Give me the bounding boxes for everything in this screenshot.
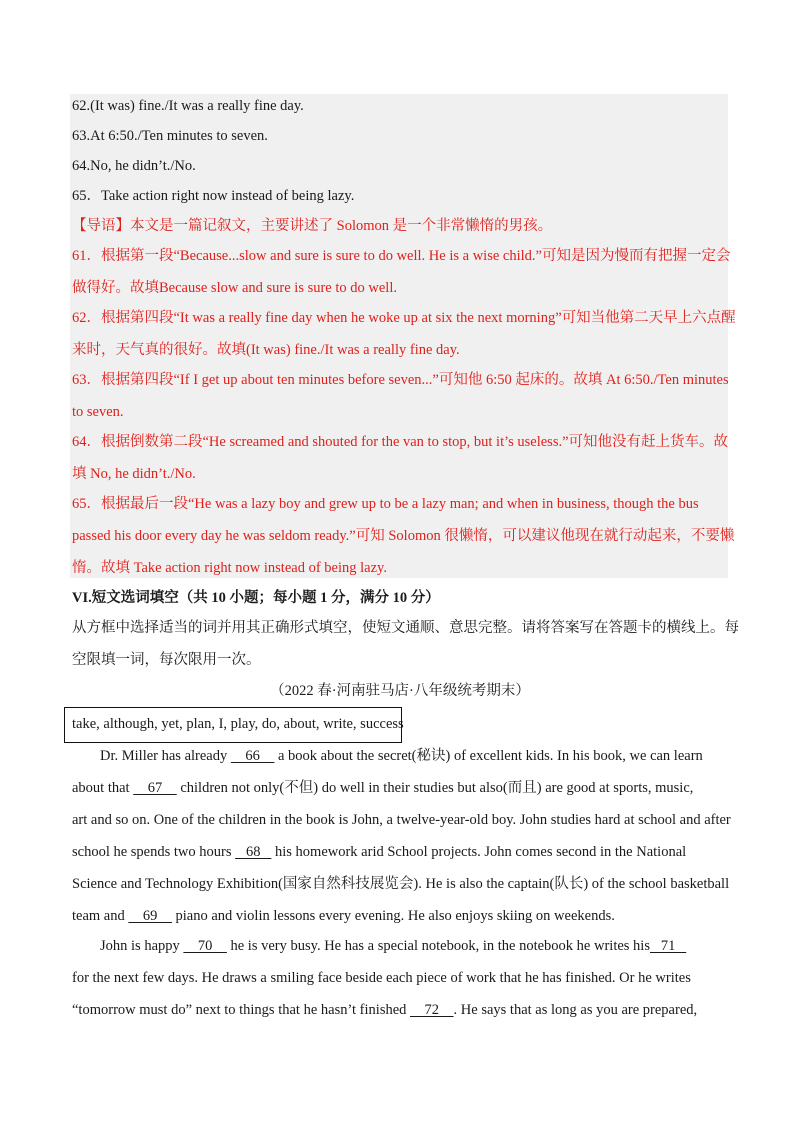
passage-line [100, 747, 703, 765]
passage-line [72, 779, 693, 797]
passage-text: he is very busy. He has a special notebook, in the notebook he writes his [226, 938, 650, 954]
passage-line: Science and Technology Exhibition(国家自然科技展览会). He is also the captain(队长) of the school basketball [72, 876, 730, 892]
explanation-65-line-3: 惰。故填 Take action right now instead of being lazy. [72, 560, 387, 576]
passage-line [72, 1001, 697, 1019]
answer-65: 65．Take action right now instead of being lazy. [72, 188, 355, 204]
answer-64: 64.No, he didn’t./No. [72, 158, 196, 174]
passage-text: school he spends two hours [72, 844, 236, 860]
section-heading: VI.短文选词填空（共 10 小题；每小题 1 分，满分 10 分） [72, 590, 440, 606]
answer-63: 63.At 6:50./Ten minutes to seven. [72, 128, 268, 144]
blank-69[interactable]: 69 [128, 908, 172, 924]
answer-62: 62.(It was) fine./It was a really fine day. [72, 98, 304, 114]
passage-line: for the next few days. He draws a smiling face beside each piece of work that he has finished. Or he writes [72, 970, 691, 986]
passage-text: a book about the secret(秘诀) of excellent kids. In his book, we can learn [274, 748, 703, 764]
passage-text: piano and violin lessons every evening. He also enjoys skiing on weekends. [171, 908, 615, 924]
blank-71[interactable]: 71 [649, 938, 687, 954]
passage-text: John is happy [100, 938, 184, 954]
blank-70[interactable]: 70 [183, 938, 227, 954]
explanation-63-line-2: to seven. [72, 404, 124, 420]
passage-line [100, 937, 686, 955]
explanation-63-line-1: 63．根据第四段“If I get up about ten minutes before seven...”可知他 6:50 起床的。故填 At 6:50./Ten minutes [72, 372, 729, 388]
explanation-64-line-1: 64．根据倒数第二段“He screamed and shouted for the van to stop, but it’s useless.”可知他没有赶上货车。故 [72, 434, 729, 450]
passage-text: team and [72, 908, 129, 924]
passage-text: about that [72, 780, 134, 796]
blank-72[interactable]: 72 [410, 1002, 454, 1018]
instruction-line-1: 从方框中选择适当的词并用其正确形式填空，使短文通顺、意思完整。请将答案写在答题卡的横线上。每 [72, 620, 739, 636]
analysis-intro: 【导语】本文是一篇记叙文，主要讲述了 Solomon 是一个非常懒惰的男孩。 [72, 218, 553, 234]
passage-line: art and so on. One of the children in the book is John, a twelve-year-old boy. John studies hard at school and after [72, 812, 731, 828]
passage-line [72, 843, 686, 861]
word-box-text: take, although, yet, plan, I, play, do, about, write, success [72, 716, 404, 732]
instruction-line-2: 空限填一词，每次限用一次。 [72, 652, 261, 668]
passage-text: children not only(不但) do well in their studies but also(而且) are good at sports, music, [176, 780, 694, 796]
explanation-62-line-1: 62．根据第四段“It was a really fine day when he woke up at six the next morning”可知当他第二天早上六点醒 [72, 310, 736, 326]
explanation-64-line-2: 填 No, he didn’t./No. [72, 466, 196, 482]
passage-text: his homework arid School projects. John comes second in the National [271, 844, 687, 860]
explanation-65-line-1: 65．根据最后一段“He was a lazy boy and grew up to be a lazy man; and when in business, though the bus [72, 496, 699, 512]
blank-68[interactable]: 68 [235, 844, 272, 860]
explanation-65-line-2: passed his door every day he was seldom ready.”可知 Solomon 很懒惰，可以建议他现在就行动起来，不要懒 [72, 528, 735, 544]
explanation-62-line-2: 来时，天气真的很好。故填(It was) fine./It was a really fine day. [72, 342, 460, 358]
blank-67[interactable]: 67 [133, 780, 177, 796]
word-box [64, 707, 402, 743]
passage-line [72, 907, 615, 925]
passage-text: “tomorrow must do” next to things that he hasn’t finished [72, 1002, 411, 1018]
explanation-61-line-1: 61．根据第一段“Because...slow and sure is sure to do well. He is a wise child.”可知是因为慢而有把握一定会 [72, 248, 731, 264]
passage-text: Dr. Miller has already [100, 748, 231, 764]
passage-text: . He says that as long as you are prepared, [453, 1002, 698, 1018]
source-note: （2022 春·河南驻马店·八年级统考期末） [270, 683, 530, 699]
blank-66[interactable]: 66 [230, 748, 275, 764]
explanation-61-line-2: 做得好。故填Because slow and sure is sure to do well. [72, 280, 397, 296]
